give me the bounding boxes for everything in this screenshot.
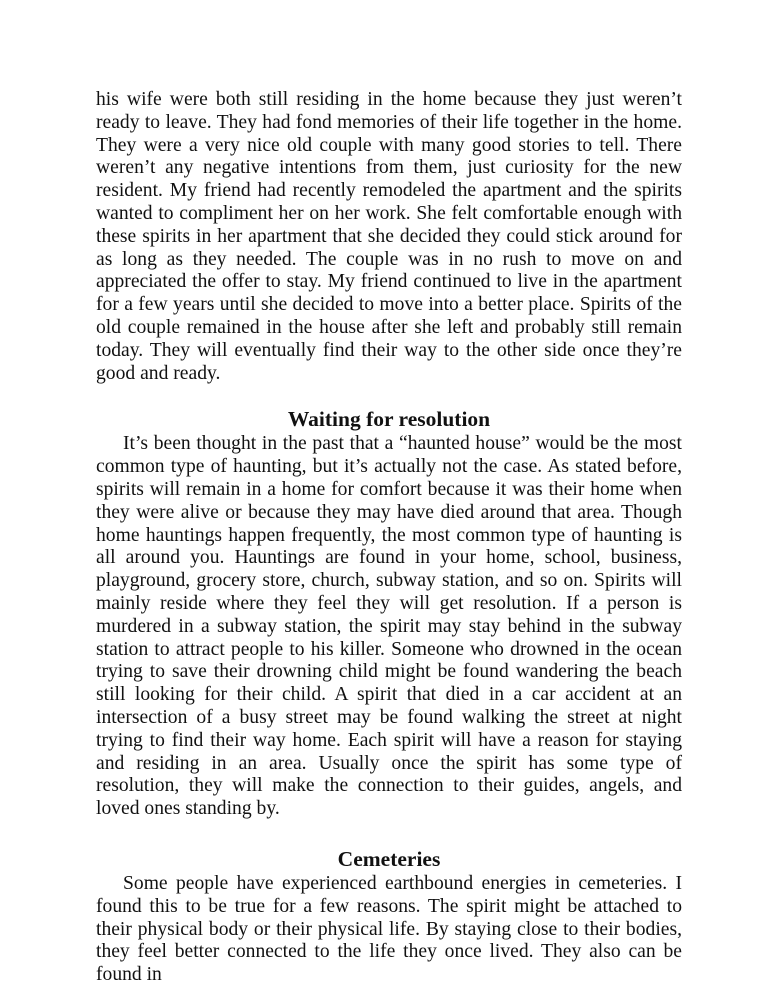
document-page <box>96 89 682 987</box>
paragraph-waiting-for-resolution: It’s been thought in the past that a “haunted house” would be the most common type of haunting, but it’s actually not the case. As stated before, spirits will remain in a home for comfort because it was their home when they were alive or because they may have died around that area. Though home hauntings happen frequently, the most common type of haunting is all around you. Hauntings are found in your home, school, business, playground, grocery store, church, subway station, and so on. Spirits will mainly reside where they feel they will get resolution. If a person is murdered in a subway station, the spirit may stay behind in the subway station to attract people to his killer. Someone who drowned in the ocean trying to save their drowning child might be found wandering the beach still looking for their child. A spirit that died in a car accident at an intersection of a busy street may be found walking the street at night trying to find their way home. Each spirit will have a reason for staying and residing in an area. Usually once the spirit has some type of resolution, they will make the connection to their guides, angels, and loved ones standing by. <box>96 433 682 820</box>
heading-cemeteries: Cemeteries <box>337 846 441 871</box>
paragraph-cemeteries: Some people have experienced earthbound energies in cemeteries. I found this to be true for a few reasons. The spirit might be attached to their physical body or their physical life. By staying close to their bodies, they feel better connected to the life they once lived. They also can be found in <box>96 872 682 986</box>
heading-waiting-for-resolution: Waiting for resolution <box>287 407 491 432</box>
paragraph-continuation: his wife were both still residing in the home because they just weren’t ready to leave. They had fond memories of their life together in the home. They were a very nice old couple with many good stories to tell. There weren’t any negative intentions from them, just curiosity for the new resident. My friend had recently remodeled the apartment and the spirits wanted to compliment her on her work. She felt comfortable enough with these spirits in her apartment that she decided they could stick around for as long as they needed. The couple was in no rush to move on and appreciated the offer to stay. My friend continued to live in the apartment for a few years until she decided to move into a better place. Spirits of the old couple remained in the house after she left and probably still remain today. They will eventually find their way to the other side once they’re good and ready. <box>96 89 682 384</box>
